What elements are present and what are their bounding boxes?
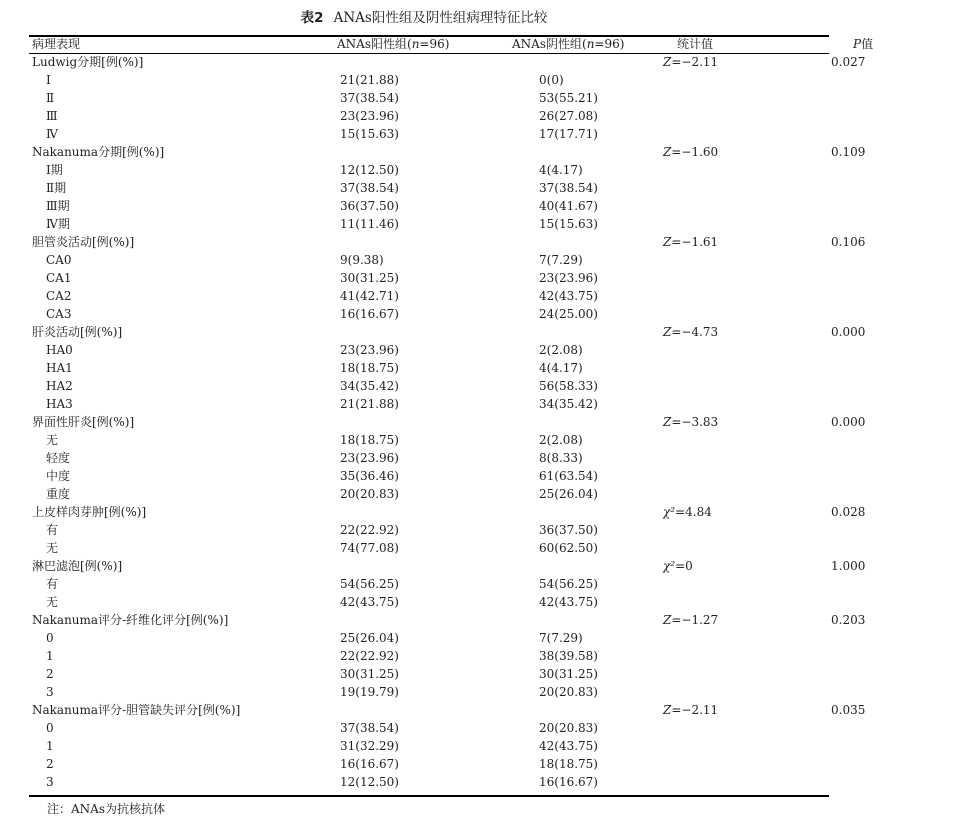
cell-statistic <box>632 575 807 593</box>
cell-p-value: 0.000 <box>831 415 866 429</box>
cell-p-value: 0.035 <box>831 703 866 717</box>
cell-statistic <box>632 449 807 467</box>
cell-negative: 4(4.17) <box>539 163 583 177</box>
cell-positive: 23(23.96) <box>340 109 399 123</box>
cell-positive: 36(37.50) <box>340 199 399 213</box>
cell-label: 0 <box>46 631 54 645</box>
cell-p-value <box>807 485 963 503</box>
bottom-rule <box>29 795 829 797</box>
cell-label: 0 <box>46 721 54 735</box>
cell-negative: 23(23.96) <box>539 271 598 285</box>
cell-label: 3 <box>46 775 54 789</box>
table-row <box>29 377 963 395</box>
cell-label: 上皮样肉芽肿[例(%)] <box>32 505 147 519</box>
table-group-row <box>29 233 963 251</box>
table-title: ANAs阳性组及阴性组病理特征比较 <box>333 10 548 26</box>
cell-p-value: 0.028 <box>831 505 866 519</box>
cell-label: Nakanuma分期[例(%)] <box>32 145 165 159</box>
cell-positive: 34(35.42) <box>340 379 399 393</box>
cell-negative: 8(8.33) <box>539 451 583 465</box>
cell-p-value: 0.203 <box>831 613 866 627</box>
table-row <box>29 125 963 143</box>
cell-negative: 15(15.63) <box>539 217 598 231</box>
cell-p-value <box>807 71 963 89</box>
cell-negative: 56(58.33) <box>539 379 598 393</box>
cell-negative: 20(20.83) <box>539 685 598 699</box>
cell-negative <box>512 503 632 521</box>
table-row <box>29 89 963 107</box>
cell-p-value <box>807 215 963 233</box>
cell-negative: 7(7.29) <box>539 631 583 645</box>
header-positive-group: ANAs阳性组(n=96) <box>337 37 450 51</box>
cell-p-value <box>807 197 963 215</box>
cell-statistic <box>632 197 807 215</box>
cell-statistic <box>632 71 807 89</box>
cell-statistic <box>632 395 807 413</box>
cell-label: 1 <box>46 739 54 753</box>
cell-p-value <box>807 89 963 107</box>
table-row <box>29 359 963 377</box>
cell-statistic: Z=−1.60 <box>663 145 719 159</box>
table-row <box>29 215 963 233</box>
cell-negative: 60(62.50) <box>539 541 598 555</box>
table-row <box>29 773 963 791</box>
table-body <box>29 53 963 791</box>
cell-negative: 42(43.75) <box>539 289 598 303</box>
cell-positive: 16(16.67) <box>340 307 399 321</box>
cell-positive: 42(43.75) <box>340 595 399 609</box>
cell-positive <box>297 413 512 431</box>
cell-negative: 25(26.04) <box>539 487 598 501</box>
cell-statistic <box>632 341 807 359</box>
cell-negative: 36(37.50) <box>539 523 598 537</box>
cell-statistic <box>632 755 807 773</box>
cell-label: Ⅰ期 <box>46 163 63 177</box>
cell-label: CA0 <box>46 253 72 267</box>
cell-p-value <box>807 251 963 269</box>
cell-statistic <box>632 251 807 269</box>
cell-positive: 25(26.04) <box>340 631 399 645</box>
cell-statistic <box>632 287 807 305</box>
table-row <box>29 71 963 89</box>
cell-positive: 54(56.25) <box>340 577 399 591</box>
cell-label: Ⅰ <box>46 73 51 87</box>
cell-label: 肝炎活动[例(%)] <box>32 325 123 339</box>
cell-negative: 42(43.75) <box>539 739 598 753</box>
cell-statistic <box>632 467 807 485</box>
cell-statistic <box>632 629 807 647</box>
cell-statistic <box>632 125 807 143</box>
cell-positive <box>297 233 512 251</box>
table-row <box>29 395 963 413</box>
cell-p-value <box>807 593 963 611</box>
cell-negative <box>512 143 632 161</box>
cell-positive: 9(9.38) <box>340 253 384 267</box>
cell-positive <box>297 143 512 161</box>
cell-statistic <box>632 179 807 197</box>
cell-negative <box>512 611 632 629</box>
cell-statistic: Z=−1.61 <box>663 235 719 249</box>
cell-label: Ⅱ <box>46 91 55 105</box>
cell-statistic <box>632 719 807 737</box>
cell-statistic <box>632 107 807 125</box>
cell-p-value <box>807 107 963 125</box>
cell-p-value: 0.109 <box>831 145 866 159</box>
cell-label: 有 <box>46 577 59 591</box>
cell-statistic <box>632 593 807 611</box>
cell-label: 轻度 <box>46 451 71 465</box>
cell-positive <box>297 611 512 629</box>
cell-negative: 37(38.54) <box>539 181 598 195</box>
cell-label: Ⅳ <box>46 127 58 141</box>
cell-label: Nakanuma评分-纤维化评分[例(%)] <box>32 613 229 627</box>
cell-statistic <box>632 359 807 377</box>
cell-p-value <box>807 647 963 665</box>
cell-p-value <box>807 269 963 287</box>
cell-label: Ⅳ期 <box>46 217 70 231</box>
cell-statistic <box>632 305 807 323</box>
cell-label: CA2 <box>46 289 72 303</box>
cell-negative: 26(27.08) <box>539 109 598 123</box>
cell-p-value <box>807 665 963 683</box>
table-row <box>29 737 963 755</box>
cell-statistic <box>632 665 807 683</box>
cell-positive <box>297 503 512 521</box>
cell-negative <box>512 233 632 251</box>
cell-negative: 0(0) <box>539 73 564 87</box>
cell-p-value <box>807 773 963 791</box>
cell-positive: 30(31.25) <box>340 667 399 681</box>
cell-p-value: 0.106 <box>831 235 866 249</box>
cell-p-value <box>807 575 963 593</box>
table-row <box>29 755 963 773</box>
cell-label: HA0 <box>46 343 73 357</box>
cell-statistic <box>632 539 807 557</box>
cell-statistic <box>632 89 807 107</box>
cell-p-value <box>807 125 963 143</box>
cell-statistic <box>632 647 807 665</box>
header-p-value: P值 <box>853 37 874 51</box>
cell-negative: 20(20.83) <box>539 721 598 735</box>
cell-positive: 35(36.46) <box>340 469 399 483</box>
cell-positive <box>297 701 512 719</box>
cell-positive: 22(22.92) <box>340 523 399 537</box>
cell-statistic <box>632 377 807 395</box>
table-row <box>29 665 963 683</box>
cell-label: 中度 <box>46 469 71 483</box>
cell-negative <box>512 557 632 575</box>
cell-p-value <box>807 341 963 359</box>
cell-label: 重度 <box>46 487 71 501</box>
table-row <box>29 719 963 737</box>
cell-label: 有 <box>46 523 59 537</box>
cell-statistic <box>632 215 807 233</box>
table-row <box>29 107 963 125</box>
table-row <box>29 467 963 485</box>
table-row <box>29 341 963 359</box>
cell-positive: 11(11.46) <box>340 217 399 231</box>
cell-p-value <box>807 755 963 773</box>
table-header-row <box>29 36 963 53</box>
table-row <box>29 629 963 647</box>
cell-positive <box>297 53 512 71</box>
cell-p-value <box>807 287 963 305</box>
cell-statistic <box>632 485 807 503</box>
cell-statistic: Z=−3.83 <box>663 415 719 429</box>
table-row <box>29 287 963 305</box>
cell-label: 3 <box>46 685 54 699</box>
cell-p-value <box>807 449 963 467</box>
cell-negative: 34(35.42) <box>539 397 598 411</box>
cell-positive: 12(12.50) <box>340 775 399 789</box>
cell-p-value <box>807 683 963 701</box>
cell-positive: 21(21.88) <box>340 397 399 411</box>
cell-positive: 20(20.83) <box>340 487 399 501</box>
cell-p-value <box>807 395 963 413</box>
table-number: 表2 <box>300 10 324 26</box>
cell-statistic <box>632 737 807 755</box>
cell-negative: 42(43.75) <box>539 595 598 609</box>
pathology-comparison-table <box>29 36 963 791</box>
header-statistic: 统计值 <box>677 37 714 51</box>
cell-label: 无 <box>46 595 59 609</box>
table-group-row <box>29 503 963 521</box>
table-row <box>29 593 963 611</box>
cell-p-value <box>807 539 963 557</box>
cell-positive: 23(23.96) <box>340 343 399 357</box>
cell-negative: 53(55.21) <box>539 91 598 105</box>
cell-p-value <box>807 737 963 755</box>
cell-positive: 37(38.54) <box>340 721 399 735</box>
table-row <box>29 647 963 665</box>
cell-label: 2 <box>46 757 54 771</box>
table-group-row <box>29 323 963 341</box>
cell-statistic: Z=−2.11 <box>663 55 719 69</box>
table-row <box>29 197 963 215</box>
cell-statistic <box>632 773 807 791</box>
table-group-row <box>29 611 963 629</box>
cell-p-value <box>807 467 963 485</box>
cell-label: HA3 <box>46 397 73 411</box>
table-row <box>29 485 963 503</box>
cell-negative: 2(2.08) <box>539 343 583 357</box>
cell-label: HA1 <box>46 361 73 375</box>
cell-statistic <box>632 269 807 287</box>
cell-negative: 2(2.08) <box>539 433 583 447</box>
cell-negative: 18(18.75) <box>539 757 598 771</box>
table-group-row <box>29 53 963 71</box>
table-row <box>29 521 963 539</box>
cell-statistic <box>632 521 807 539</box>
header-pathology: 病理表现 <box>32 37 81 51</box>
cell-positive: 37(38.54) <box>340 181 399 195</box>
cell-label: 界面性肝炎[例(%)] <box>32 415 135 429</box>
cell-positive <box>297 323 512 341</box>
cell-p-value <box>807 719 963 737</box>
cell-p-value: 0.000 <box>831 325 866 339</box>
cell-negative: 7(7.29) <box>539 253 583 267</box>
cell-p-value <box>807 521 963 539</box>
cell-p-value <box>807 305 963 323</box>
table-row <box>29 251 963 269</box>
table-group-row <box>29 701 963 719</box>
cell-statistic: χ²=4.84 <box>663 505 712 519</box>
cell-positive: 74(77.08) <box>340 541 399 555</box>
cell-p-value: 0.027 <box>831 55 866 69</box>
cell-p-value <box>807 431 963 449</box>
cell-positive <box>297 557 512 575</box>
table-row <box>29 539 963 557</box>
cell-label: Nakanuma评分-胆管缺失评分[例(%)] <box>32 703 241 717</box>
cell-positive: 23(23.96) <box>340 451 399 465</box>
cell-label: 无 <box>46 433 59 447</box>
cell-positive: 30(31.25) <box>340 271 399 285</box>
cell-label: CA1 <box>46 271 72 285</box>
cell-positive: 41(42.71) <box>340 289 399 303</box>
cell-positive: 19(19.79) <box>340 685 399 699</box>
cell-negative: 4(4.17) <box>539 361 583 375</box>
table-group-row <box>29 557 963 575</box>
cell-p-value <box>807 629 963 647</box>
cell-negative <box>512 413 632 431</box>
cell-p-value <box>807 359 963 377</box>
cell-label: 胆管炎活动[例(%)] <box>32 235 135 249</box>
cell-statistic: Z=−2.11 <box>663 703 719 717</box>
cell-label: HA2 <box>46 379 73 393</box>
table-group-row <box>29 413 963 431</box>
cell-negative <box>512 323 632 341</box>
cell-negative <box>512 53 632 71</box>
cell-p-value: 1.000 <box>831 559 866 573</box>
cell-statistic: Z=−4.73 <box>663 325 719 339</box>
cell-negative: 40(41.67) <box>539 199 598 213</box>
cell-label: Ⅱ期 <box>46 181 67 195</box>
table-row <box>29 449 963 467</box>
cell-statistic <box>632 431 807 449</box>
cell-statistic: χ²=0 <box>663 559 693 573</box>
table-row <box>29 305 963 323</box>
cell-p-value <box>807 161 963 179</box>
table-row <box>29 431 963 449</box>
cell-positive: 16(16.67) <box>340 757 399 771</box>
cell-p-value <box>807 377 963 395</box>
cell-negative: 17(17.71) <box>539 127 598 141</box>
cell-negative: 16(16.67) <box>539 775 598 789</box>
cell-label: Ludwig分期[例(%)] <box>32 55 144 69</box>
cell-positive: 21(21.88) <box>340 73 399 87</box>
table-row <box>29 683 963 701</box>
cell-positive: 18(18.75) <box>340 361 399 375</box>
header-negative-group: ANAs阴性组(n=96) <box>512 37 625 51</box>
cell-label: 2 <box>46 667 54 681</box>
cell-label: 无 <box>46 541 59 555</box>
table-caption <box>0 9 848 27</box>
cell-p-value <box>807 179 963 197</box>
cell-statistic <box>632 161 807 179</box>
cell-label: CA3 <box>46 307 72 321</box>
cell-label: 1 <box>46 649 54 663</box>
table-row <box>29 269 963 287</box>
cell-statistic: Z=−1.27 <box>663 613 719 627</box>
cell-negative: 38(39.58) <box>539 649 598 663</box>
table-row <box>29 575 963 593</box>
cell-label: Ⅲ <box>46 109 58 123</box>
cell-label: Ⅲ期 <box>46 199 70 213</box>
table-footnote: 注：ANAs为抗核抗体 <box>47 802 165 816</box>
cell-negative: 61(63.54) <box>539 469 598 483</box>
table-row <box>29 161 963 179</box>
cell-statistic <box>632 683 807 701</box>
cell-positive: 15(15.63) <box>340 127 399 141</box>
cell-label: 淋巴滤泡[例(%)] <box>32 559 123 573</box>
cell-negative <box>512 701 632 719</box>
cell-positive: 22(22.92) <box>340 649 399 663</box>
table-row <box>29 179 963 197</box>
cell-positive: 18(18.75) <box>340 433 399 447</box>
cell-positive: 37(38.54) <box>340 91 399 105</box>
cell-positive: 31(32.29) <box>340 739 399 753</box>
cell-negative: 54(56.25) <box>539 577 598 591</box>
cell-positive: 12(12.50) <box>340 163 399 177</box>
table-group-row <box>29 143 963 161</box>
cell-negative: 24(25.00) <box>539 307 598 321</box>
cell-negative: 30(31.25) <box>539 667 598 681</box>
